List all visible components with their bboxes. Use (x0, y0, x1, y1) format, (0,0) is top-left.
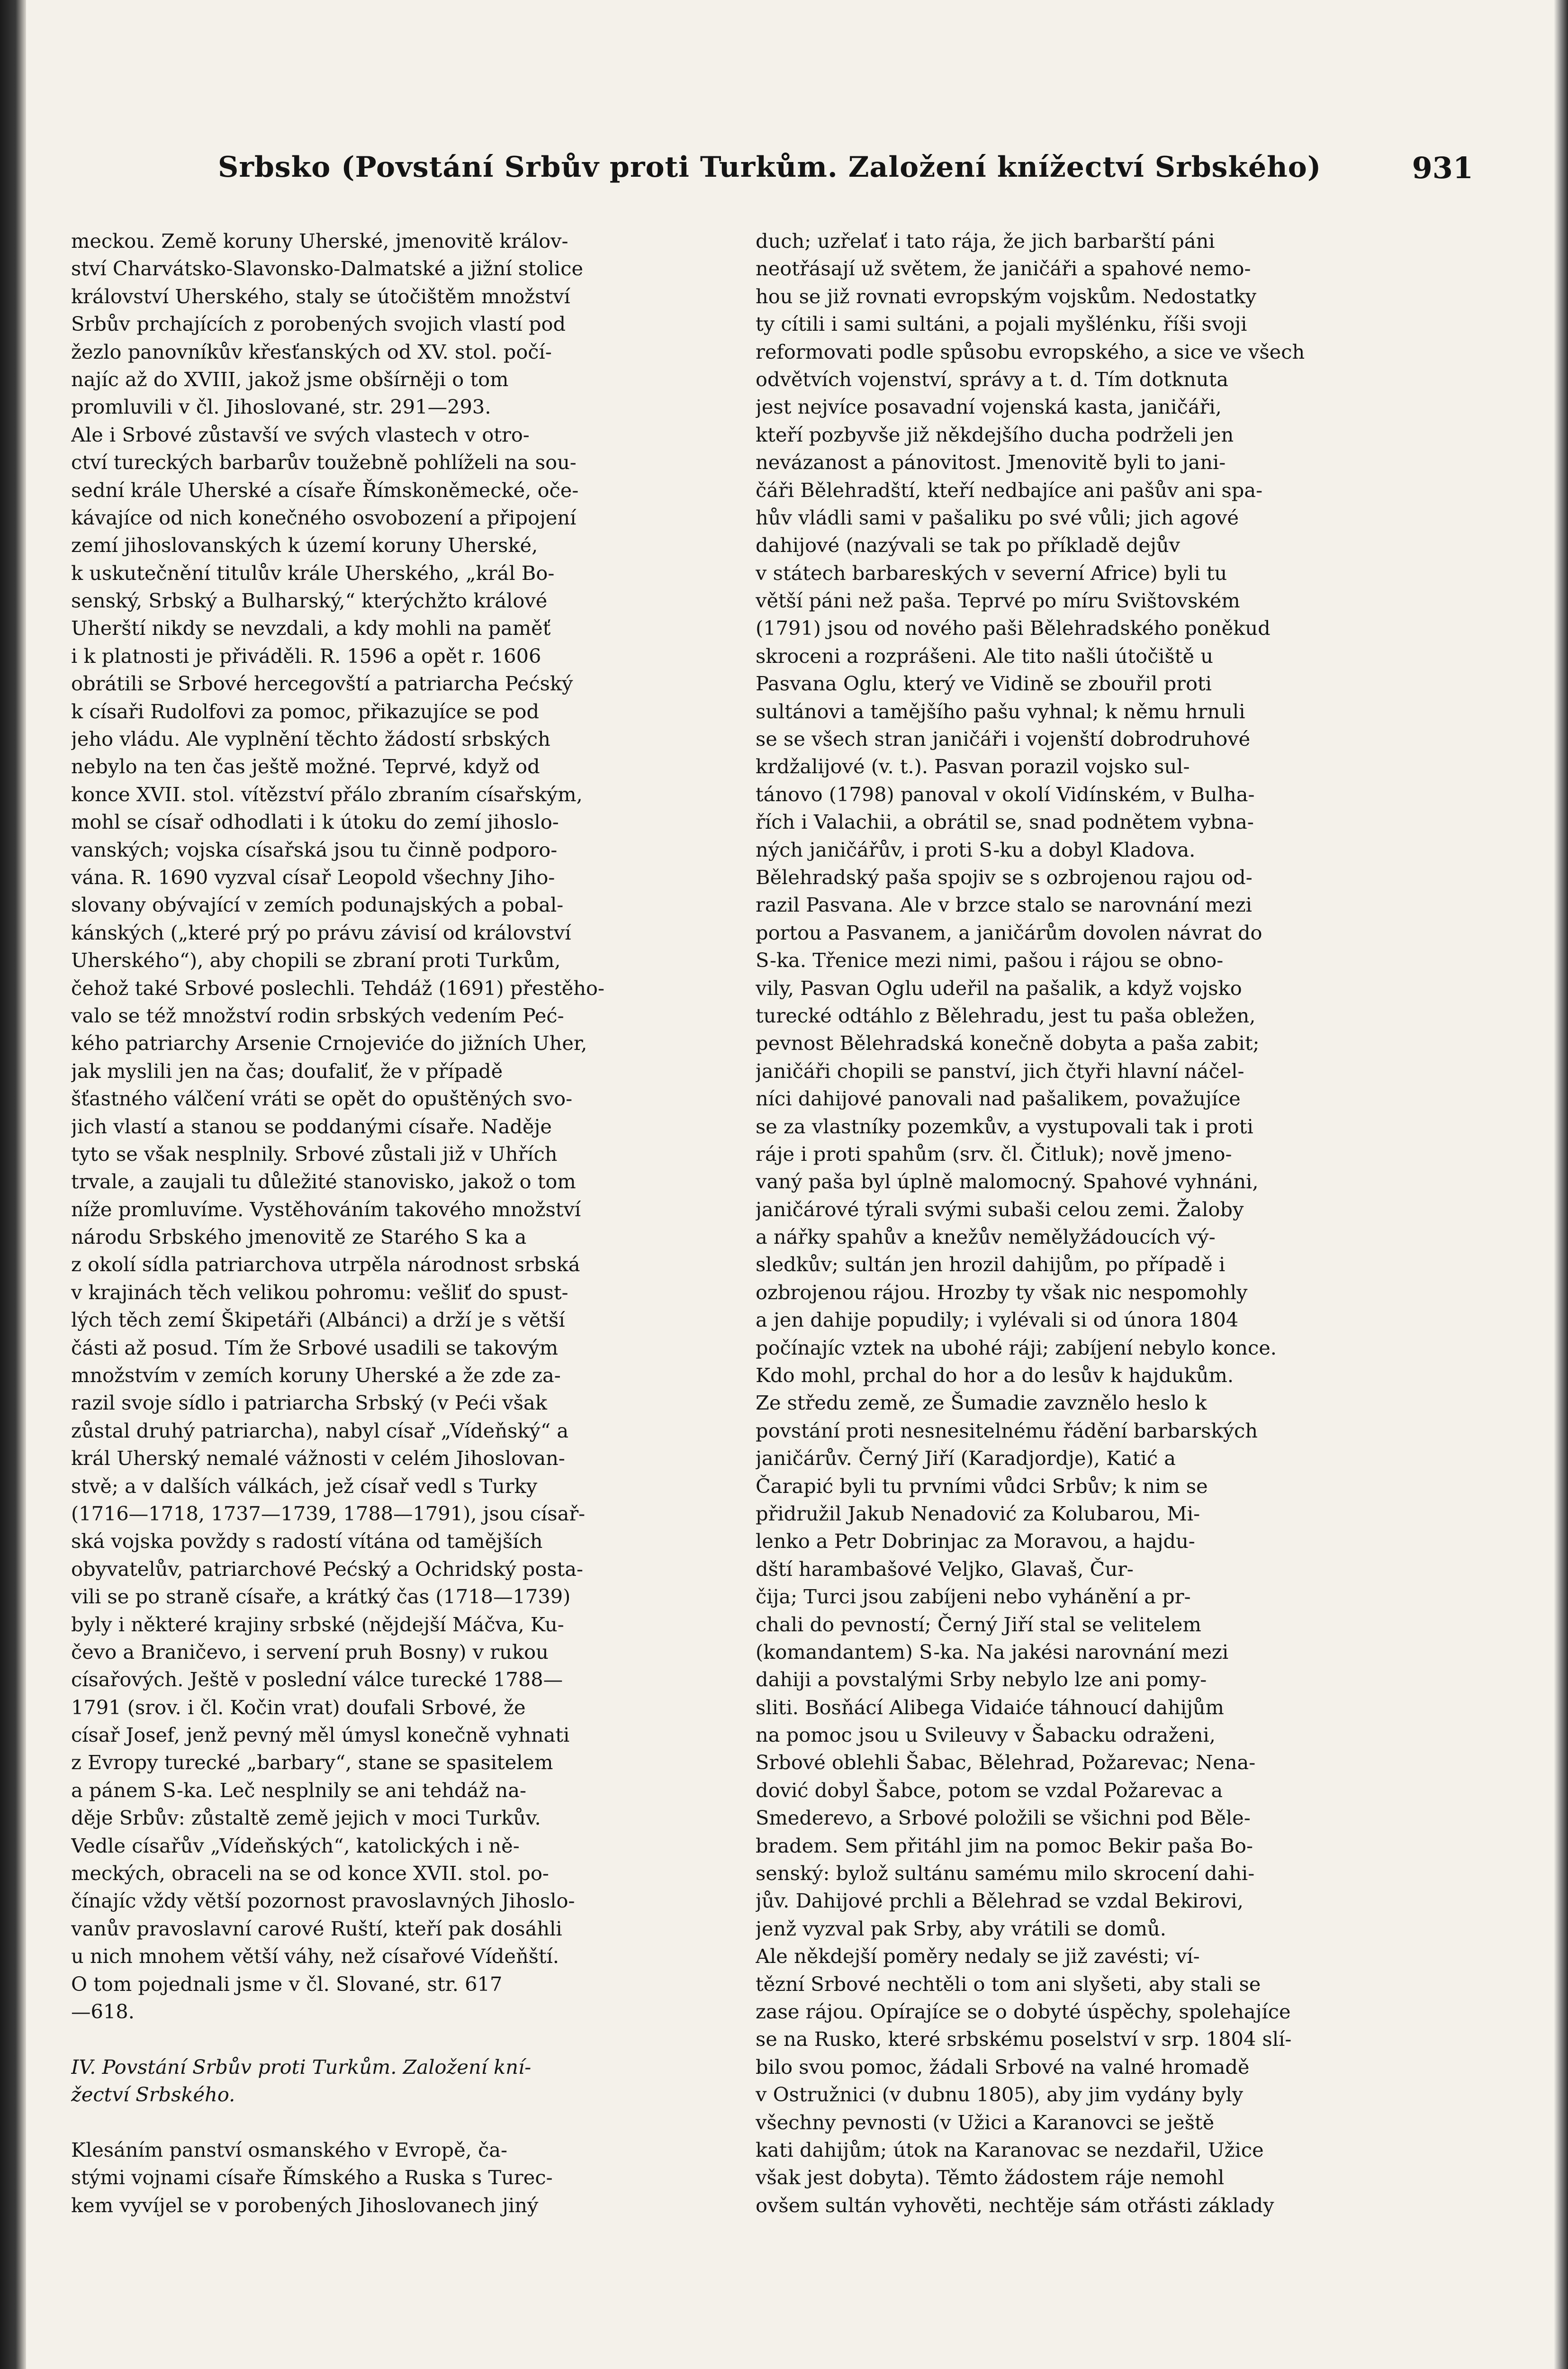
text-line: lenko a Petr Dobrinjac za Moravou, a hajdu- (756, 1529, 1195, 1553)
text-line: však jest dobyta). Těmto žádostem ráje nemohl (756, 2166, 1225, 2189)
text-line: čija; Turci jsou zabíjeni nebo vyhánění a pr- (756, 1585, 1191, 1609)
text-line: zase rájou. Opírajíce se o dobyté úspěchy, spolehajíce (756, 2000, 1291, 2023)
text-line: razil svoje sídlo i patriarcha Srbský (v Peći však (71, 1391, 547, 1415)
left-text-column (71, 227, 734, 2219)
text-line: Ale někdejší poměry nedaly se již zavésti; ví- (756, 1944, 1200, 1968)
text-line: k uskutečnění titulův krále Uherského, „král Bo- (71, 561, 555, 585)
text-line: konce XVII. stol. vítězství přálo zbraním císařským, (71, 782, 583, 806)
text-line: Ale i Srbové zůstavší ve svých vlastech v otro- (71, 423, 530, 446)
text-line: tězní Srbové nechtěli o tom ani slyšeti, aby stali se (756, 1972, 1261, 1996)
text-line: jenž vyzval pak Srby, aby vrátili se domů. (756, 1917, 1166, 1940)
text-line: Bělehradský paša spojiv se s ozbrojenou rajou od- (756, 865, 1253, 889)
text-line: O tom pojednali jsme v čl. Slované, str. 617 (71, 1972, 503, 1996)
text-line: (1716—1718, 1737—1739, 1788—1791), jsou císař- (71, 1501, 586, 1525)
text-line: vána. R. 1690 vyzval císař Leopold všechny Jiho- (71, 865, 555, 889)
text-line: duch; uzřelať i tato rája, že jich barbarští páni (756, 229, 1215, 253)
text-line: vily, Pasvan Oglu udeřil na pašalik, a když vojsko (756, 976, 1242, 1000)
text-line: v krajinách těch velikou pohromu: vešliť do spust- (71, 1280, 568, 1304)
text-line: větší páni než paša. Teprvé po míru Svištovském (756, 589, 1240, 613)
section-heading-line: žectví Srbského. (71, 2083, 235, 2107)
text-line: z Evropy turecké „barbary“, stane se spasitelem (71, 1751, 553, 1774)
text-line: sliti. Bosňácí Alibega Vidaiće táhnoucí dahijům (756, 1695, 1224, 1719)
text-line: Uherského“), aby chopili se zbraní proti Turkům, (71, 949, 561, 972)
section-heading-line: IV. Povstání Srbův proti Turkům. Založení kní- (71, 2055, 532, 2079)
text-line: zůstal druhý patriarcha), nabyl císař „Vídeňský“ a (71, 1419, 569, 1442)
text-line: Srbové oblehli Šabac, Bělehrad, Požarevac; Nena- (756, 1751, 1256, 1774)
text-line: Klesáním panství osmanského v Evropě, ča- (71, 2138, 508, 2161)
text-line: Vedle císařův „Vídeňských“, katolických i ně- (71, 1834, 520, 1857)
text-line: čevo a Braničevo, i servení pruh Bosny) v rukou (71, 1640, 549, 1664)
text-line: promluvili v čl. Jihoslované, str. 291—293. (71, 395, 491, 419)
text-line: jův. Dahijové prchli a Bělehrad se vzdal Bekirovi, (756, 1889, 1244, 1913)
text-line: janičáři chopili se panství, jich čtyři hlavní náčel- (756, 1059, 1244, 1083)
text-line: níže promluvíme. Vystěhováním takového množství (71, 1197, 581, 1221)
text-line: vanských; vojska císařská jsou tu činně podporo- (71, 838, 558, 861)
text-line: Ze středu země, ze Šumadie zavznělo heslo k (756, 1391, 1207, 1415)
text-line: počínajíc vztek na ubohé ráji; zabíjení nebylo konce. (756, 1336, 1277, 1359)
text-line (71, 2025, 734, 2053)
text-line: Kdo mohl, prchal do hor a do lesův k hajdukům. (756, 1364, 1234, 1387)
text-line: Srbův prchajících z porobených svojich vlastí pod (71, 312, 566, 336)
text-line: Pasvana Oglu, který ve Vidině se zbouřil proti (756, 672, 1212, 696)
text-line: Čarapić byli tu prvními vůdci Srbův; k nim se (756, 1474, 1208, 1498)
text-line: bilo svou pomoc, žádali Srbové na valné hromadě (756, 2055, 1250, 2079)
text-line: král Uherský nemalé vážnosti v celém Jihoslovan- (71, 1447, 565, 1470)
text-line: v státech barbareských v severní Africe) byli tu (756, 561, 1227, 585)
text-line: tyto se však nesplnily. Srbové zůstali již v Uhřích (71, 1142, 558, 1166)
text-line: čehož také Srbové poslechli. Tehdáž (1691) přestěho- (71, 976, 605, 1000)
book-spine-shadow (0, 0, 26, 2369)
text-line: valo se též množství rodin srbských vedením Peć- (71, 1004, 564, 1027)
text-line: a pánem S-ka. Leč nesplnily se ani tehdáž na- (71, 1778, 527, 1802)
text-line: se na Rusko, které srbskému poselství v srp. 1804 slí- (756, 2027, 1292, 2051)
text-line: hův vládli sami v pašaliku po své vůli; jich agové (756, 506, 1239, 529)
text-line: jeho vládu. Ale vyplnění těchto žádostí srbských (71, 727, 550, 751)
page-number: 931 (1412, 151, 1473, 185)
text-line: senský: bylož sultánu samému milo skrocení dahi- (756, 1862, 1255, 1885)
text-line: ská vojska povždy s radostí vítána od tamějších (71, 1529, 543, 1553)
text-line: povstání proti nesnesitelnému řádění barbarských (756, 1419, 1258, 1442)
text-line: sultánovi a tamějšího pašu vyhnal; k němu hrnuli (756, 699, 1245, 723)
text-line: pevnost Bělehradská konečně dobyta a paša zabit; (756, 1031, 1260, 1055)
text-line: šťastného válčení vráti se opět do opuštěných svo- (71, 1087, 573, 1111)
text-line: Smederevo, a Srbové položili se všichni pod Běle- (756, 1806, 1251, 1830)
text-line: sední krále Uherské a císaře Římskoněmecké, oče- (71, 478, 579, 502)
text-line: stvě; a v dalších válkách, jež císař vedl s Turky (71, 1474, 538, 1498)
text-line: jich vlastí a stanou se poddanými císaře. Naděje (71, 1114, 552, 1138)
text-line: jest nejvíce posavadní vojenská kasta, janičáři, (756, 395, 1222, 419)
text-line: mohl se císař odhodlati i k útoku do zemí jihoslo- (71, 810, 559, 834)
text-line: vili se po straně císaře, a krátký čas (1718—1739) (71, 1585, 571, 1609)
text-line: čínajíc vždy větší pozornost pravoslavných Jihoslo- (71, 1889, 575, 1913)
text-line: na pomoc jsou u Svileuvy v Šabacku odraženi, (756, 1723, 1216, 1747)
text-line: království Uherského, staly se útočištěm množství (71, 284, 570, 308)
text-line: ráje i proti spahům (srv. čl. Čitluk); nově jmeno- (756, 1142, 1232, 1166)
text-line: stými vojnami císaře Římského a Ruska s Turec- (71, 2166, 553, 2189)
text-line: vanův pravoslavní carové Ruští, kteří pak dosáhli (71, 1917, 562, 1940)
text-line: žezlo panovníkův křesťanských od XV. stol. počí- (71, 340, 552, 363)
text-line: i k platnosti je přiváděli. R. 1596 a opět r. 1606 (71, 644, 541, 668)
text-line: meckých, obraceli na se od konce XVII. stol. po- (71, 1862, 549, 1885)
text-line: —618. (71, 2000, 135, 2023)
text-line: ovšem sultán vyhověti, nechtěje sám otřásti základy (756, 2193, 1274, 2217)
text-line: a nářky spahův a knežův nemělyžádoucích vý- (756, 1225, 1216, 1249)
text-line: ozbrojenou rájou. Hrozby ty však nic nespomohly (756, 1280, 1248, 1304)
text-line: krdžalijové (v. t.). Pasvan porazil vojsko sul- (756, 755, 1190, 778)
text-line: se za vlastníky pozemkův, a vystupovali tak i proti (756, 1114, 1253, 1138)
text-line: části až posud. Tím že Srbové usadili se takovým (71, 1336, 559, 1359)
text-line: vaný paša byl úplně malomocný. Spahové vyhnáni, (756, 1170, 1259, 1194)
text-line: řích i Valachii, a obrátil se, snad podnětem vybna- (756, 810, 1254, 834)
text-line: se se všech stran janičáři i vojenští dobrodruhové (756, 727, 1251, 751)
text-line: kého patriarchy Arsenie Crnojeviće do jižních Uher, (71, 1031, 587, 1055)
text-line: bradem. Sem přitáhl jim na pomoc Bekir paša Bo- (756, 1834, 1253, 1857)
text-line: císař Josef, jenž pevný měl úmysl konečně vyhnati (71, 1723, 570, 1747)
text-line: císařových. Ještě v poslední válce turecké 1788— (71, 1668, 563, 1691)
text-line: dahijové (nazývali se tak po příkladě dejův (756, 533, 1181, 557)
text-line: obrátili se Srbové hercegovští a patriarcha Pećský (71, 672, 573, 696)
text-line: jak myslili jen na čas; doufaliť, že v případě (71, 1059, 503, 1083)
text-line: čáři Bělehradští, kteří nedbajíce ani pašův ani spa- (756, 478, 1263, 502)
text-line: Uherští nikdy se nevzdali, a kdy mohli na paměť (71, 616, 551, 640)
text-line: kávajíce od nich konečného osvobození a připojení (71, 506, 577, 529)
text-line: skroceni a rozprášeni. Ale tito našli útočiště u (756, 644, 1213, 668)
text-line: (komandantem) S-ka. Na jakési narovnání mezi (756, 1640, 1229, 1664)
text-line: ství Charvátsko-Slavonsko-Dalmatské a jižní stolice (71, 257, 584, 280)
text-line: tánovo (1798) panoval v okolí Vidínském, v Bulha- (756, 782, 1255, 806)
text-line: senský, Srbský a Bulharský,“ kterýchžto králové (71, 589, 548, 613)
text-line: nevázanost a pánovitost. Jmenovitě byli to jani- (756, 451, 1226, 474)
text-line: 1791 (srov. i čl. Kočin vrat) doufali Srbové, že (71, 1695, 526, 1719)
text-line: hou se již rovnati evropským vojskům. Nedostatky (756, 284, 1257, 308)
text-line: chali do pevností; Černý Jiří stal se velitelem (756, 1612, 1201, 1636)
text-line: byly i některé krajiny srbské (nějdejší Máčva, Ku- (71, 1612, 564, 1636)
text-line: kem vyvíjel se v porobených Jihoslovanech jiný (71, 2193, 539, 2217)
text-line: kteří pozbyvše již někdejšího ducha podrželi jen (756, 423, 1234, 446)
text-line (71, 2109, 734, 2136)
text-line: ctví tureckých barbarův toužebně pohlíželi na sou- (71, 451, 577, 474)
running-header-title: Srbsko (Povstání Srbův proti Turkům. Založení knížectví Srbského) (218, 151, 1322, 184)
text-line: trvale, a zaujali tu důležité stanovisko, jakož o tom (71, 1170, 576, 1194)
text-line: (1791) jsou od nového paši Bělehradského poněkud (756, 616, 1271, 640)
text-line: janičárův. Černý Jiří (Karadjordje), Katić a (756, 1447, 1176, 1470)
text-line: děje Srbův: zůstaltě země jejich v moci Turkův. (71, 1806, 541, 1830)
text-line: množstvím v zemích koruny Uherské a že zde za- (71, 1364, 561, 1387)
text-line: lých těch zemí Škipetáři (Albánci) a drží je s větší (71, 1308, 565, 1332)
text-line: neotřásají už světem, že janičáři a spahové nemo- (756, 257, 1251, 280)
text-line: odvětvích vojenství, správy a t. d. Tím dotknuta (756, 367, 1228, 391)
right-text-column (756, 227, 1419, 2219)
text-line: národu Srbského jmenovitě ze Starého S ka a (71, 1225, 527, 1249)
text-line: v Ostružnici (v dubnu 1805), aby jim vydány byly (756, 2083, 1244, 2107)
text-line: ty cítili i sami sultáni, a pojali myšlénku, říši svoji (756, 312, 1247, 336)
text-line: S-ka. Třenice mezi nimi, pašou i rájou se obno- (756, 949, 1224, 972)
text-line: reformovati podle spůsobu evropského, a sice ve všech (756, 340, 1305, 363)
text-line: dović dobyl Šabce, potom se vzdal Požarevac a (756, 1778, 1223, 1802)
text-line: kánských („které prý po právu závisí od království (71, 921, 571, 944)
text-line: ných janičářův, i proti S-ku a dobyl Kladova. (756, 838, 1196, 861)
text-line: všechny pevnosti (v Užici a Karanovci se ještě (756, 2110, 1215, 2134)
text-line: najíc až do XVIII, jakož jsme obšírněji o tom (71, 367, 509, 391)
text-line: zemí jihoslovanských k území koruny Uherské, (71, 533, 538, 557)
text-line: dahiji a povstalými Srby nebylo lze ani pomy- (756, 1668, 1207, 1691)
text-line: turecké odtáhlo z Bělehradu, jest tu paša obležen, (756, 1004, 1256, 1027)
running-header (218, 151, 1473, 203)
text-line: a jen dahije popudily; i vylévali si od února 1804 (756, 1308, 1239, 1332)
text-line: janičárové týrali svými subaši celou zemi. Žaloby (756, 1197, 1244, 1221)
text-line: meckou. Země koruny Uherské, jmenovitě králov- (71, 229, 568, 253)
text-line: sledkův; sultán jen hrozil dahijům, po případě i (756, 1253, 1226, 1276)
text-line: u nich mnohem větší váhy, než císařové Vídeňští. (71, 1944, 559, 1968)
text-line: razil Pasvana. Ale v brzce stalo se narovnání mezi (756, 893, 1252, 917)
text-line: dští harambašové Veljko, Glavaš, Čur- (756, 1557, 1134, 1581)
text-line: kati dahijům; útok na Karanovac se nezdařil, Užice (756, 2138, 1264, 2161)
page-edge-shadow (1554, 0, 1568, 2369)
text-line: slovany obývající v zemích podunajských a pobal- (71, 893, 564, 917)
text-line: níci dahijové panovali nad pašalikem, považujíce (756, 1087, 1241, 1111)
text-line: přidružil Jakub Nenadović za Kolubarou, Mi- (756, 1501, 1200, 1525)
text-line: portou a Pasvanem, a janičárům dovolen návrat do (756, 921, 1262, 944)
text-line: z okolí sídla patriarchova utrpěla národnost srbská (71, 1253, 580, 1276)
text-line: k císaři Rudolfovi za pomoc, přikazujíce se pod (71, 699, 540, 723)
text-line: nebylo na ten čas ještě možné. Teprvé, když od (71, 755, 540, 778)
text-line: obyvatelův, patriarchové Pećský a Ochridský posta- (71, 1557, 584, 1581)
